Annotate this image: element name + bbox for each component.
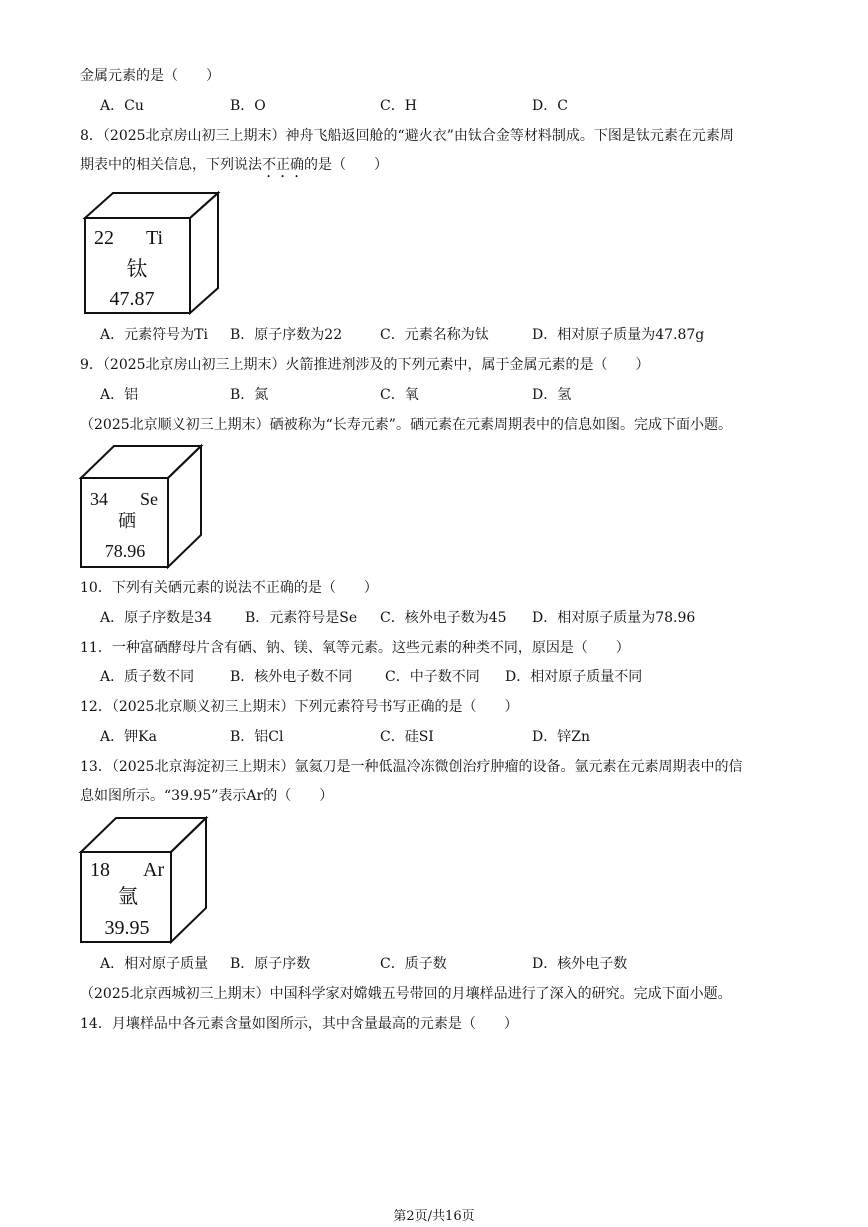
se-name: 硒: [118, 511, 136, 531]
moon-group-intro: （2025北京西城初三上期末）中国科学家对嫦娥五号带回的月壤样品进行了深入的研究。完成下面小题。: [80, 986, 732, 1002]
q10-option-c: C．核外电子数为45: [380, 610, 507, 626]
q12-option-c: C．硅SI: [380, 729, 434, 745]
ti-element-tile: [80, 190, 225, 320]
q9-option-d: D．氢: [532, 387, 572, 403]
q13-option-d: D．核外电子数: [532, 956, 628, 972]
q9-options: [100, 385, 800, 405]
se-symbol: Se: [140, 489, 158, 509]
ar-atomic-number: 18: [90, 859, 110, 881]
q10-stem: 10．下列有关硒元素的说法不正确的是（ ）: [80, 580, 378, 596]
q9-option-c: C．氧: [380, 387, 419, 403]
q11-options: [100, 667, 800, 687]
q7-option-b: B．O: [230, 98, 266, 114]
ti-atomic-mass: 47.87: [109, 288, 155, 310]
q12-options: [100, 727, 800, 747]
q14-stem: 14．月壤样品中各元素含量如图所示，其中含量最高的元素是（ ）: [80, 1016, 518, 1032]
q7-options: [100, 96, 800, 116]
q11-stem: 11．一种富硒酵母片含有硒、钠、镁、氧等元素。这些元素的种类不同，原因是（ ）: [80, 640, 630, 656]
q13-option-c: C．质子数: [380, 956, 447, 972]
q13-option-b: B．原子序数: [230, 956, 311, 972]
q13-stem-line2: 息如图所示。“39.95”表示Ar的（ ）: [80, 788, 334, 804]
q8-stem-line2: 期表中的相关信息，下列说法不正确的是（ ）: [80, 157, 388, 173]
q11-option-a: A．质子数不同: [100, 669, 195, 685]
q7-option-d: D．C: [532, 98, 568, 114]
q12-option-d: D．锌Zn: [532, 729, 590, 745]
q10-options: [100, 608, 800, 628]
se-group-intro: （2025北京顺义初三上期末）硒被称为“长寿元素”。硒元素在元素周期表中的信息如图。完成下面小题。: [80, 417, 732, 433]
q8-option-b: B．原子序数为22: [230, 327, 343, 343]
se-element-tile: [78, 443, 206, 571]
q7-option-a: A．Cu: [100, 98, 144, 114]
q9-option-a: A．铝: [100, 387, 139, 403]
q8-option-a: A．元素符号为Ti: [100, 327, 208, 343]
q8-option-d: D．相对原子质量为47.87g: [532, 327, 705, 343]
q9-option-b: B．氮: [230, 387, 269, 403]
ar-name: 氩: [118, 886, 138, 908]
q8-emphasis-text: 不正确: [262, 157, 304, 173]
ti-name: 钛: [126, 257, 148, 281]
q11-option-b: B．核外电子数不同: [230, 669, 353, 685]
ar-symbol: Ar: [143, 859, 165, 881]
se-atomic-number: 34: [90, 489, 108, 509]
q10-option-a: A．原子序数是34: [100, 610, 212, 626]
se-atomic-mass: 78.96: [104, 541, 146, 561]
q13-option-a: A．相对原子质量: [100, 956, 209, 972]
q11-option-c: C．中子数不同: [385, 669, 480, 685]
q10-option-b: B．元素符号是Se: [245, 610, 358, 626]
ar-element-tile: [78, 815, 210, 947]
q8-option-c: C．元素名称为钛: [380, 327, 489, 343]
q8-stem-line1: 8．（2025北京房山初三上期末）神舟飞船返回舱的“避火衣”由钛合金等材料制成。下图是钛元素在元素周: [80, 128, 734, 144]
q11-option-d: D．相对原子质量不同: [505, 669, 643, 685]
q9-stem: 9．（2025北京房山初三上期末）火箭推进剂涉及的下列元素中，属于金属元素的是（ ）: [80, 357, 650, 373]
q13-stem-line1: 13．（2025北京海淀初三上期末）氩氦刀是一种低温冷冻微创治疗肿瘤的设备。氩元素在元素周期表中的信: [80, 759, 743, 775]
ar-atomic-mass: 39.95: [104, 917, 150, 939]
q12-stem: 12．（2025北京顺义初三上期末）下列元素符号书写正确的是（ ）: [80, 699, 519, 715]
q8-options: [100, 325, 800, 345]
page-number: 第2页/共16页: [393, 1209, 475, 1224]
q12-option-a: A．钾Ka: [100, 729, 157, 745]
q10-option-d: D．相对原子质量为78.96: [532, 610, 696, 626]
q12-option-b: B．铝Cl: [230, 729, 284, 745]
ti-symbol: Ti: [146, 227, 164, 249]
q13-options: [100, 954, 800, 974]
q7-option-c: C．H: [380, 98, 417, 114]
q7-stem-continuation: 金属元素的是（ ）: [80, 68, 220, 84]
ti-atomic-number: 22: [94, 227, 114, 249]
